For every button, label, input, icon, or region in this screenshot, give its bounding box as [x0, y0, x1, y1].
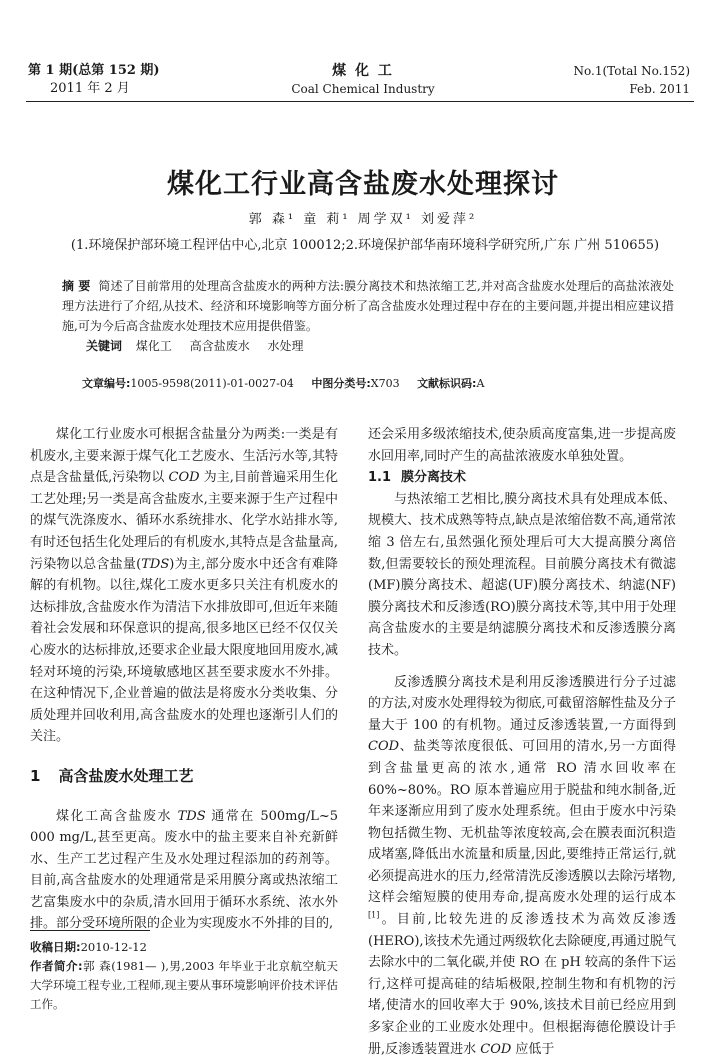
text-run: 。目前,比较先进的反渗透技术为高效反渗透(HERO),该技术先通过两级软化去除硬度,再通过脱气去除水中的二氧化碳,并使 RO 在 pH 较高的条件下运行,这样可提高硅的结垢极限,控制生物和有机物的污堵,使清水的回收率大于 90%,该技术目前已经应用到多家企业的工业废水处理中。但根据海德伦膜设计手册,反渗透装置进水 — [368, 912, 676, 1057]
text-run: )为主,部分废水中还含有难降解的有机物。以往,煤化工废水更多只关注有机废水的达标排放,含盐废水作为清洁下水排放即可,但近年来随着社会发展和环保意识的提高,很多地区已经不仅仅关心废水的达标排放,还要求企业最大限度地回用废水,减轻对环境的污染,环境敏感地区甚至要求废水不外排。在这种情况下,企业普遍的做法是将废水分类收集、分质处理并回收利用,高含盐废水的处理也逐渐引人们的关注。 — [30, 556, 338, 745]
article-title: 煤化工行业高含盐废水处理探讨 — [167, 169, 559, 200]
text-run-italic: COD — [480, 1041, 512, 1057]
left-column — [30, 424, 338, 935]
ro-paragraph — [368, 672, 676, 1060]
section-number: 1 — [30, 766, 41, 785]
header-issue-en: No.1(Total No.152) — [573, 64, 690, 78]
section-title: 高含盐废水处理工艺 — [58, 766, 194, 785]
keyword: 煤化工 — [135, 339, 172, 353]
membrane-paragraph: 与热浓缩工艺相比,膜分离技术具有处理成本低、规模大、技术成熟等特点,缺点是浓缩倍数不高,通常浓缩 3 倍左右,虽然强化预处理后可大大提高膜分离倍数,但需要较长的预处理流程。目前膜分离技术有微滤(MF)膜分离技术、超滤(UF)膜分离技术、纳滤(NF)膜分离技术和反渗透(RO)膜分离技术等,其中用于处理高含盐废水的主要是纳滤膜分离技术和反渗透膜分离技术。 — [368, 491, 676, 658]
article-no: 1005-9598(2011)-01-0027-04 — [130, 377, 294, 390]
article-affiliation: (1.环境保护部环境工程评估中心,北京 100012;2.环境保护部华南环境科学研究所,广东 广州 510655) — [70, 238, 660, 253]
abstract — [62, 276, 674, 336]
clc-label: 中图分类号: — [311, 377, 371, 390]
header-issue-cn: 第 1 期(总第 152 期) — [28, 63, 160, 78]
section1-paragraph — [30, 806, 338, 936]
text-run-italic: COD — [168, 470, 200, 486]
article-no-label: 文章编号: — [82, 377, 131, 390]
text-run: 为主,目前普遍采用生化工艺处理;另一类是高含盐废水,主要来源于生产过程中的煤气洗涤废水、循环水系统排水、化学水站排水等,有时还包括生化处理后的有机废水,其特点是含盐量高,污染物以总含盐量( — [30, 470, 339, 572]
text-run: 通常在 500mg/L~5 000 mg/L,甚至更高。废水中的盐主要来自补充新鲜水、生产工艺过程产生及水处理过程添加的药剂等。目前,高含盐废水的处理通常是采用膜分离或热浓缩工艺富集废水中的杂质,清水回用于循环水系统、浓水外排。部分受环境所限的企业为实现废水不外排的目的, — [30, 808, 338, 932]
received-date: 2010-12-12 — [80, 940, 147, 954]
keywords-label: 关键词 — [86, 339, 123, 353]
header-date-en: Feb. 2011 — [629, 82, 690, 96]
text-run: 应低于 — [511, 1041, 555, 1057]
text-run-italic: TDS — [177, 808, 206, 824]
footnote-rule — [30, 930, 150, 931]
doc-code: A — [476, 377, 485, 390]
section-heading — [30, 766, 338, 788]
header-rule — [26, 101, 694, 102]
author-bio: 郭 森(1981— ),男,2003 年毕业于北京航空航天大学环境工程专业,工程师,现主要从事环境影响评价技术评估工作。 — [30, 959, 338, 1011]
continued-paragraph: 还会采用多级浓缩技术,使杂质高度富集,进一步提高废水回用率,同时产生的高盐浓液废水单独处置。 — [368, 427, 676, 464]
text-run: 、盐类等浓度很低、可回用的清水,另一方面得到含盐量更高的浓水,通常 RO 清水回收率在 60%~80%。RO 原本普遍应用于脱盐和纯水制备,近年来逐渐应用到了废水处理系统。但由于废水中污染物包括微生物、无机盐等浓度较高,会在膜表面沉积造成堵塞,降低出水流量和质量,因此,要维持正常运行,就必须提高进水的压力,经常清洗反渗透膜以去除污堵物,这样会缩短膜的使用寿命,提高废水处理的运行成本 — [368, 739, 676, 906]
subsection-heading — [368, 467, 676, 489]
footnote — [30, 938, 338, 1014]
keyword: 高含盐废水 — [189, 339, 250, 353]
text-run: 煤化工高含盐废水 — [56, 808, 178, 824]
text-run: 反渗透膜分离技术是利用反渗透膜进行分子过滤的方法,对废水处理得较为彻底,可截留溶解性盐及分子量大于 100 的有机物。通过反渗透装置,一方面得到 — [368, 674, 676, 733]
citation-ref: [1] — [368, 910, 380, 920]
text-run-italic: TDS — [141, 556, 170, 572]
intro-paragraph — [30, 424, 338, 748]
header-date-cn: 2011 年 2 月 — [50, 81, 130, 96]
article-info — [82, 376, 498, 392]
header-issue-en-block — [574, 62, 690, 98]
header-journal-en: Coal Chemical Industry — [291, 82, 435, 96]
subsection-number: 1.1 — [368, 470, 392, 486]
bio-label: 作者简介: — [30, 959, 83, 973]
keyword: 水处理 — [267, 339, 304, 353]
abstract-label: 摘 要 — [62, 279, 91, 293]
received-label: 收稿日期: — [30, 940, 81, 954]
clc-code: X703 — [370, 377, 400, 390]
text-run-italic: COD — [368, 739, 400, 755]
keywords — [86, 337, 318, 355]
subsection-title: 膜分离技术 — [401, 470, 467, 486]
abstract-text: 简述了目前常用的处理高含盐废水的两种方法:膜分离技术和热浓缩工艺,并对高含盐废水处理后的高盐浓液处理方法进行了介绍,从技术、经济和环境影响等方面分析了高含盐废水处理过程中存在的主要问题,并提出相应建议措施,可为今后高含盐废水处理技术应用提供借鉴。 — [62, 279, 674, 333]
article-authors: 郭 森¹ 童 莉¹ 周学双¹ 刘爱萍² — [248, 212, 478, 227]
header-journal-cn: 煤 化 工 — [332, 63, 394, 79]
text-run: 煤化工行业废水可根据含盐量分为两类:一类是有机废水,主要来源于煤气化工艺废水、生活污水等,其特点是含盐量低,污染物以 — [30, 427, 338, 486]
doc-code-label: 文献标识码: — [417, 377, 477, 390]
right-column — [368, 424, 676, 1060]
